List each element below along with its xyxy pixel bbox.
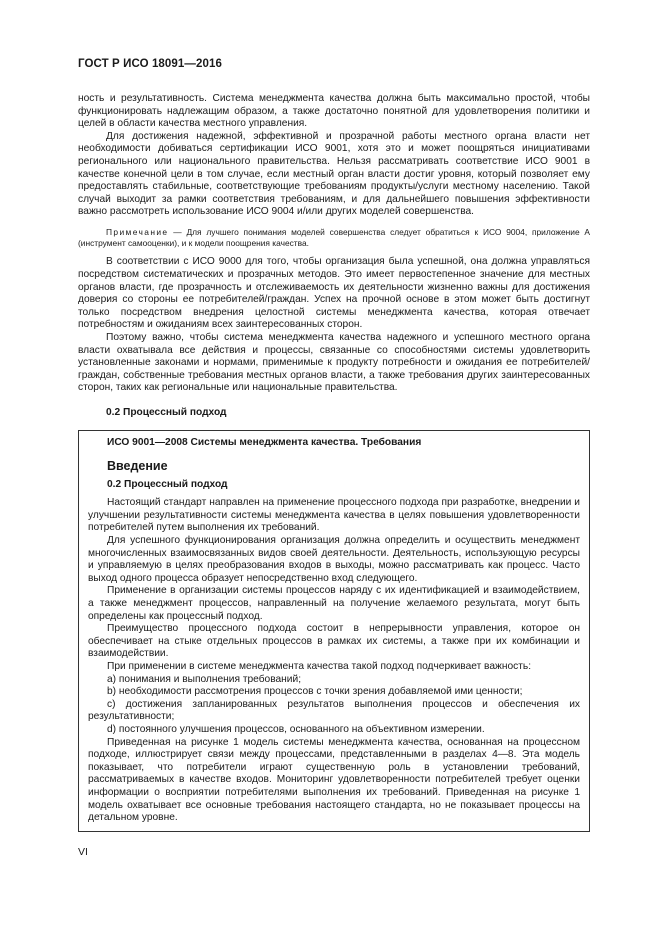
note-label: Примечание [106,226,169,237]
paragraph-1: ность и результативность. Система менеджмента качества должна быть максимально простой, чтобы функционировать надлежащим образом, а также достаточно понятной для удовлетворения политики и целей в области качества местного управления. [78,93,590,130]
page-body [78,93,590,832]
box-heading: Введение [107,459,168,474]
box-subheading: 0.2 Процессный подход [107,478,228,490]
paragraph-3: В соответствии с ИСО 9000 для того, чтобы организация была успешной, она должна управляться посредством систематических и прозрачных методов. Это имеет первостепенное значение для местных органов власти, где прозрачность и отслеживаемость их деятельности жизненно важны для достижения доверия со стороны ее потребителей/граждан. Успех на прочной основе в этом может быть достигнут только посредством внедрения целостной системы менеджмента качества, которая отвечает потребностям и ожиданиям всех заинтересованных сторон. [78,256,590,331]
paragraph-4: Поэтому важно, чтобы система менеджмента качества надежного и успешного местного органа власти охватывала все действия и процессы, связанные со способностями системы удовлетворить установленные законами и нормами, применимые к продукту потребности и ожидания ее потребителей/граждан, собственные требования местных органов власти, а также требования других заинтересованных сторон, таких как региональные или национальные правительства. [78,331,590,394]
note-text: — Для лучшего понимания моделей совершенства следует обратиться к ИСО 9004, приложение А (инструмент самооценки), и к модели поощрения качества. [78,226,590,249]
box-paragraph-2: Для успешного функционирования организация должна определить и осуществить менеджмент многочисленных взаимосвязанных видов своей деятельности. Деятельность, использующую ресурсы и управляемую в целях преобразования входов в выходы, можно рассматривать как процесс. Часто выход одного процесса образует непосредственно вход следующего. [88,535,580,584]
box-paragraph-3: Применение в организации системы процессов наряду с их идентификацией и взаимодействием, а также менеджмент процессов, направленный на получение желаемого результата, могут быть определены как процессный подход. [88,585,580,622]
box-paragraph-1: Настоящий стандарт направлен на применение процессного подхода при разработке, внедрении и улучшении результативности системы менеджмента качества в целях повышения удовлетворенности потребителей путем выполнения их требований. [88,497,580,534]
box-paragraph-5: При применении в системе менеджмента качества такой подход подчеркивает важность: [107,660,532,672]
list-item-b: b) необходимости рассмотрения процессов с точки зрения добавляемой ими ценности; [107,686,523,698]
paragraph-2: Для достижения надежной, эффективной и прозрачной работы местного органа власти нет необходимости добиваться сертификации ИСО 9001, хотя это и может поощряться инициативами регионального или национального правительства. Нельзя рассматривать соответствие ИСО 9001 в качестве конечной цели в том случае, если местный орган власти достиг уровня, который позволяет ему предоставлять стабильные, соответствующие требованиям продукты/услуги местному населению. Такой случай выходит за рамки соответствия требованиям, и для дальнейшего повышения эффективности важно рассмотреть использование ИСО 9004 и/или других моделей совершенства. [78,130,590,218]
list-item-a: a) понимания и выполнения требований; [107,673,302,685]
list-item-c: c) достижения запланированных результатов выполнения процессов и обеспечения их результативности; [88,698,580,723]
list-item-d: d) постоянного улучшения процессов, основанного на объективном измерении. [107,723,485,735]
box-title: ИСО 9001—2008 Системы менеджмента качества. Требования [107,437,422,449]
quoted-standard-box [78,430,590,831]
page-number: VI [78,846,88,858]
box-paragraph-6: Приведенная на рисунке 1 модель системы менеджмента качества, основанная на процессном подходе, иллюстрирует связи между процессами, представленными в разделах 4—8. Эта модель показывает, что потребители играют существенную роль в установлении требований, рассматриваемых в качестве входов. Мониторинг удовлетворенности потребителей требует оценки информации о восприятии потребителями выполнения их требований. Приведенная на рисунке 1 модель охватывает все основные требования настоящего стандарта, но не показывает процессы на детальном уровне. [88,736,580,824]
document-code: ГОСТ Р ИСО 18091—2016 [78,58,223,70]
section-heading: 0.2 Процессный подход [106,406,227,418]
note [78,227,590,249]
box-paragraph-4: Преимущество процессного подхода состоит в непрерывности управления, которое он обеспечивает на стыке отдельных процессов в рамках их системы, а также при их комбинации и взаимодействии. [88,623,580,660]
